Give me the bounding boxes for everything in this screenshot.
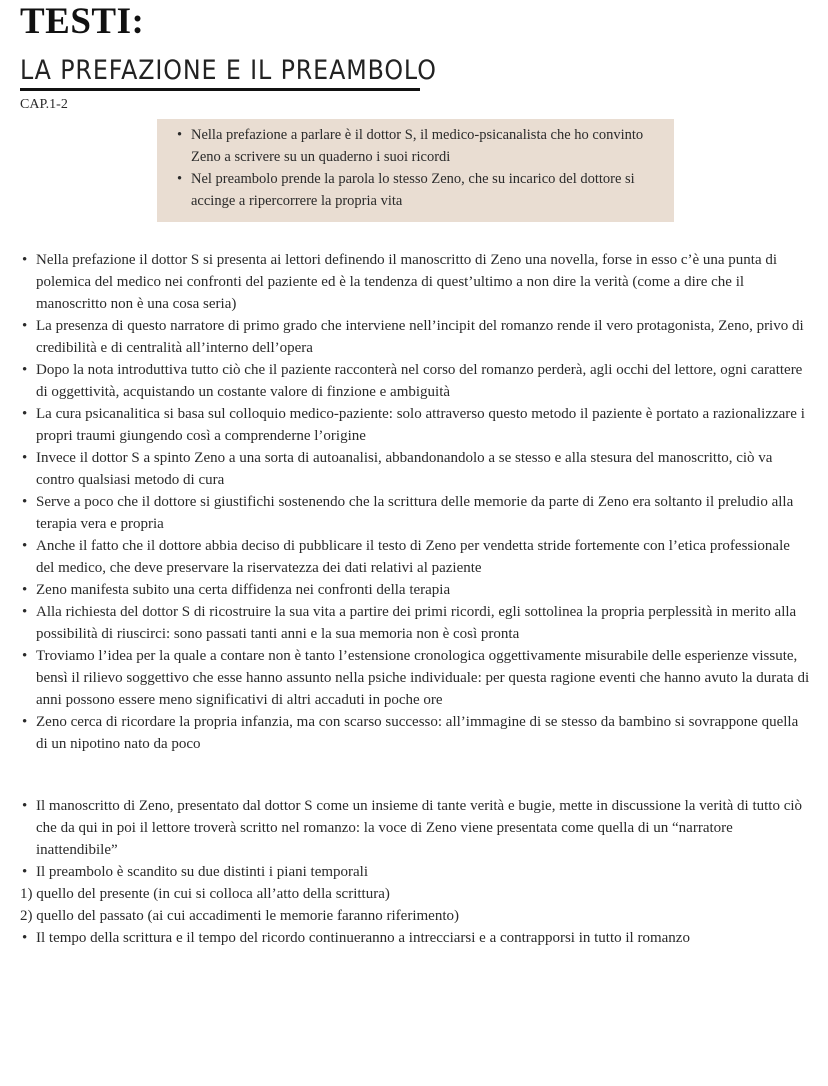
second-bullet-list [20, 795, 810, 949]
list-item: • Nella prefazione il dottor S si presenta ai lettori definendo il manoscritto di Zeno una novella, forse in esso c’è una punta di polemica del medico nei confronti del paziente ed è la tendenza di quest’ultimo a non dire la verità (come a dire che il manoscritto non è una cosa seria) [20, 249, 810, 315]
list-item: • Il tempo della scrittura e il tempo del ricordo continueranno a intrecciarsi e a contrapporsi in tutto il romanzo [20, 927, 810, 949]
list-item: • Anche il fatto che il dottore abbia deciso di pubblicare il testo di Zeno per vendetta stride fortemente con l’etica professionale del medico, che deve preservare la riservatezza dei dati relativi al paziente [20, 535, 810, 579]
main-bullet-list [20, 249, 810, 755]
list-item: • Il manoscritto di Zeno, presentato dal dottor S come un insieme di tante verità e bugie, mette in discussione la verità di tutto ciò che da qui in poi il lettore troverà scritto nel romanzo: la voce di Zeno viene presentata come quella di un “narratore inattendibile” [20, 795, 810, 861]
list-item: • Troviamo l’idea per la quale a contare non è tanto l’estensione cronologica oggettivamente misurabile delle esperienze vissute, bensì il rilievo soggettivo che esse hanno assunto nella psiche individuale: per questa ragione eventi che hanno avuto la durata di anni possono essere meno significativi di altri accaduti in poche ore [20, 645, 810, 711]
list-item: • La cura psicanalitica si basa sul colloquio medico-paziente: solo attraverso questo metodo il paziente è portato a razionalizzare i propri traumi giungendo così a comprenderne l’origine [20, 403, 810, 447]
numbered-item: 1) quello del presente (in cui si colloca all’atto della scrittura) [20, 886, 390, 902]
list-item: • Zeno cerca di ricordare la propria infanzia, ma con scarso successo: all’immagine di se stesso da bambino si sovrappone quella di un nipotino nato da poco [20, 711, 810, 755]
list-item: • Alla richiesta del dottor S di ricostruire la sua vita a partire dei primi ricordi, egli sottolinea la propria perplessità in merito alla possibilità di riuscirci: sono passati tanti anni e la sua memoria non è così pronta [20, 601, 810, 645]
chapter-label: CAP.1-2 [20, 97, 68, 112]
list-item: • La presenza di questo narratore di primo grado che interviene nell’incipit del romanzo rende il vero protagonista, Zeno, privo di credibilità e di centralità all’interno dell’opera [20, 315, 810, 359]
note-item: • Nella prefazione a parlare è il dottor S, il medico-psicanalista che ho convinto Zeno a scrivere su un quaderno i suoi ricordi [167, 124, 664, 168]
note-list [167, 124, 664, 212]
numbered-item: 2) quello del passato (ai cui accadimenti le memorie faranno riferimento) [20, 908, 459, 924]
section-subtitle: LA PREFAZIONE E IL PREAMBOLO [20, 55, 437, 86]
list-item: • Serve a poco che il dottore si giustifichi sostenendo che la scrittura delle memorie da parte di Zeno era soltanto il preludio alla terapia vera e propria [20, 491, 810, 535]
list-item: • Dopo la nota introduttiva tutto ciò che il paziente racconterà nel corso del romanzo perderà, agli occhi del lettore, ogni carattere di oggettività, acquistando un costante valore di finzione e ambiguità [20, 359, 810, 403]
list-item: • Il preambolo è scandito su due distinti i piani temporali [20, 861, 810, 883]
list-item: • Zeno manifesta subito una certa diffidenza nei confronti della terapia [20, 579, 810, 601]
note-item: • Nel preambolo prende la parola lo stesso Zeno, che su incarico del dottore si accinge a ripercorrere la propria vita [167, 168, 664, 212]
subtitle-underline [20, 88, 420, 91]
summary-note-box [157, 119, 674, 222]
list-item: • Invece il dottor S a spinto Zeno a una sorta di autoanalisi, abbandonandolo a se stesso e alla stesura del manoscritto, ciò va contro qualsiasi metodo di cura [20, 447, 810, 491]
page-title: TESTI: [20, 1, 145, 42]
